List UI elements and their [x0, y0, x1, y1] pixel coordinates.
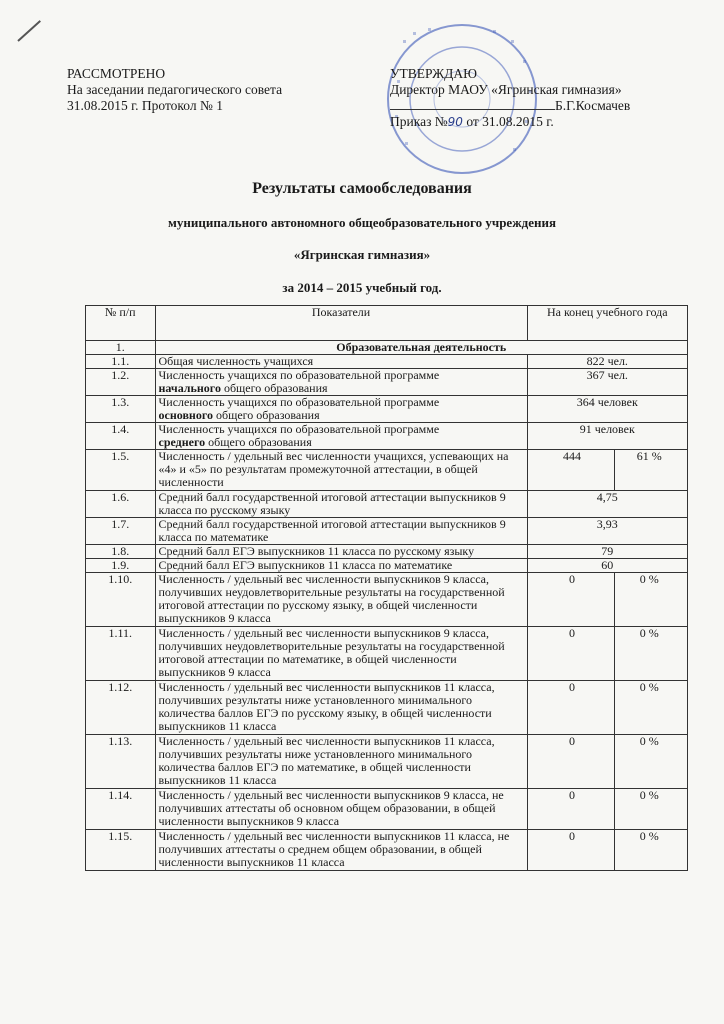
- row-number: 1.15.: [86, 830, 156, 871]
- row-value-pair: [527, 735, 687, 789]
- row-number: 1.13.: [86, 735, 156, 789]
- order-number: 90: [447, 115, 463, 129]
- row-indicator: Общая численность учащихся: [155, 355, 527, 369]
- row-number: 1.7.: [86, 518, 156, 545]
- indicator-text-tail: общего образования: [220, 381, 328, 395]
- row-number: 1.3.: [86, 396, 156, 423]
- section-num: 1.: [86, 341, 156, 355]
- value-percent: 0 %: [614, 680, 684, 734]
- value-count: 0: [569, 680, 576, 694]
- row-indicator: Средний балл ЕГЭ выпускников 11 класса по русскому языку: [155, 545, 527, 559]
- header-value: На конец учебного года: [527, 306, 687, 341]
- row-number: 1.14.: [86, 789, 156, 830]
- value-percent: 0 %: [614, 626, 684, 680]
- order-line: [390, 114, 630, 130]
- indicator-text: Численность учащихся по образовательной программе: [158, 368, 440, 382]
- value-percent: 61 %: [614, 449, 684, 490]
- institution-type: муниципального автономного общеобразовательного учреждения: [168, 215, 556, 230]
- table-row: [86, 573, 688, 627]
- indicator-text-tail: общего образования: [213, 408, 320, 422]
- value-count: 0: [569, 734, 576, 748]
- value-percent: 0 %: [614, 829, 684, 870]
- value-percent: 0 %: [614, 734, 684, 788]
- value-count: 0: [569, 572, 576, 586]
- value-percent: 0 %: [614, 788, 684, 829]
- row-value: 367 чел.: [527, 369, 687, 396]
- indicator-level: среднего: [158, 435, 206, 449]
- row-number: 1.11.: [86, 627, 156, 681]
- row-number: 1.12.: [86, 681, 156, 735]
- row-value-pair: [527, 789, 687, 830]
- row-number: 1.5.: [86, 450, 156, 491]
- council-line: На заседании педагогического совета: [67, 82, 283, 97]
- table-row: [86, 789, 688, 830]
- value-count: 0: [569, 829, 576, 843]
- table-row: [86, 830, 688, 871]
- row-indicator: Численность / удельный вес численности выпускников 11 класса, не получивших аттестаты о среднем общем образовании, в общей численности выпускников 11 класса: [155, 830, 527, 871]
- row-value-pair: [527, 830, 687, 871]
- indicators-table: [85, 305, 688, 871]
- section-title: Образовательная деятельность: [155, 341, 688, 355]
- row-value: 91 человек: [527, 423, 687, 450]
- table-row: [86, 491, 688, 518]
- row-value: 4,75: [527, 491, 687, 518]
- row-indicator: [155, 396, 527, 423]
- table-row: [86, 518, 688, 545]
- row-value-pair: [527, 450, 687, 491]
- row-indicator: [155, 369, 527, 396]
- row-value-pair: [527, 573, 687, 627]
- table-row: [86, 545, 688, 559]
- row-indicator: [155, 423, 527, 450]
- row-indicator: Численность / удельный вес численности учащихся, успевающих на «4» и «5» по результатам промежуточной аттестации, в общей численности: [155, 450, 527, 491]
- table-row: [86, 627, 688, 681]
- scan-mark: [17, 20, 41, 42]
- table-row: [86, 396, 688, 423]
- row-number: 1.1.: [86, 355, 156, 369]
- row-indicator: Средний балл государственной итоговой аттестации выпускников 9 класса по русскому языку: [155, 491, 527, 518]
- indicator-text: Численность учащихся по образовательной программе: [158, 395, 440, 409]
- row-number: 1.6.: [86, 491, 156, 518]
- row-value: 3,93: [527, 518, 687, 545]
- institution-name: «Ягринская гимназия»: [293, 247, 431, 262]
- row-indicator: Средний балл ЕГЭ выпускников 11 класса по математике: [155, 559, 527, 573]
- table-row: [86, 450, 688, 491]
- row-value-pair: [527, 627, 687, 681]
- section-row: [86, 341, 688, 355]
- signer-name: Б.Г.Космачев: [555, 98, 631, 113]
- indicator-level: основного: [158, 408, 213, 422]
- indicator-text-tail: общего образования: [205, 435, 312, 449]
- table-row: [86, 423, 688, 450]
- row-value: 60: [527, 559, 687, 573]
- row-indicator: Численность / удельный вес численности выпускников 11 класса, получивших результаты ниже установленного минимального количества баллов ЕГЭ по русскому языку, в общей численности выпускников 11 класса: [155, 681, 527, 735]
- approved-label: УТВЕРЖДАЮ: [390, 66, 478, 81]
- order-date: от 31.08.2015 г.: [466, 114, 554, 129]
- academic-year: за 2014 – 2015 учебный год.: [282, 280, 442, 295]
- value-count: 0: [569, 788, 576, 802]
- row-number: 1.10.: [86, 573, 156, 627]
- row-value-pair: [527, 681, 687, 735]
- table-header-row: [86, 306, 688, 341]
- value-percent: 0 %: [614, 572, 684, 626]
- signature-line: [390, 98, 630, 114]
- row-indicator: Численность / удельный вес численности выпускников 9 класса, получивших неудовлетворительные результаты на государственной итоговой аттестации по математике, в общей численности выпускников 9 класса: [155, 627, 527, 681]
- reviewed-label: РАССМОТРЕНО: [67, 66, 166, 81]
- table-row: [86, 369, 688, 396]
- signature-blank: [390, 98, 555, 110]
- table-row: [86, 681, 688, 735]
- row-value: 79: [527, 545, 687, 559]
- row-number: 1.9.: [86, 559, 156, 573]
- approval-reviewed-block: [67, 66, 282, 114]
- row-number: 1.4.: [86, 423, 156, 450]
- header-num: № п/п: [86, 306, 156, 341]
- row-indicator: Средний балл государственной итоговой аттестации выпускников 9 класса по математике: [155, 518, 527, 545]
- value-count: 0: [569, 626, 576, 640]
- table-row: [86, 355, 688, 369]
- indicator-text: Численность учащихся по образовательной программе: [158, 422, 440, 436]
- row-indicator: Численность / удельный вес численности выпускников 9 класса, получивших неудовлетворительные результаты на государственной итоговой аттестации по русскому языку, в общей численности выпускников 9 класса: [155, 573, 527, 627]
- order-prefix: Приказ №: [390, 114, 448, 129]
- approval-approved-block: [390, 66, 630, 130]
- header-indicator: Показатели: [155, 306, 527, 341]
- indicator-level: начального: [158, 381, 221, 395]
- row-number: 1.8.: [86, 545, 156, 559]
- director-line: Директор МАОУ «Ягринская гимназия»: [390, 82, 622, 97]
- value-count: 444: [563, 449, 582, 463]
- protocol-line: 31.08.2015 г. Протокол № 1: [67, 98, 223, 113]
- row-value: 364 человек: [527, 396, 687, 423]
- row-indicator: Численность / удельный вес численности выпускников 9 класса, не получивших аттестаты об основном общем образовании, в общей численности выпускников 9 класса: [155, 789, 527, 830]
- table-row: [86, 735, 688, 789]
- row-indicator: Численность / удельный вес численности выпускников 11 класса, получивших результаты ниже установленного минимального количества баллов ЕГЭ по математике, в общей численности выпускников 11 класса: [155, 735, 527, 789]
- row-value: 822 чел.: [527, 355, 687, 369]
- table-row: [86, 559, 688, 573]
- document-title: Результаты самообследования: [252, 180, 472, 197]
- row-number: 1.2.: [86, 369, 156, 396]
